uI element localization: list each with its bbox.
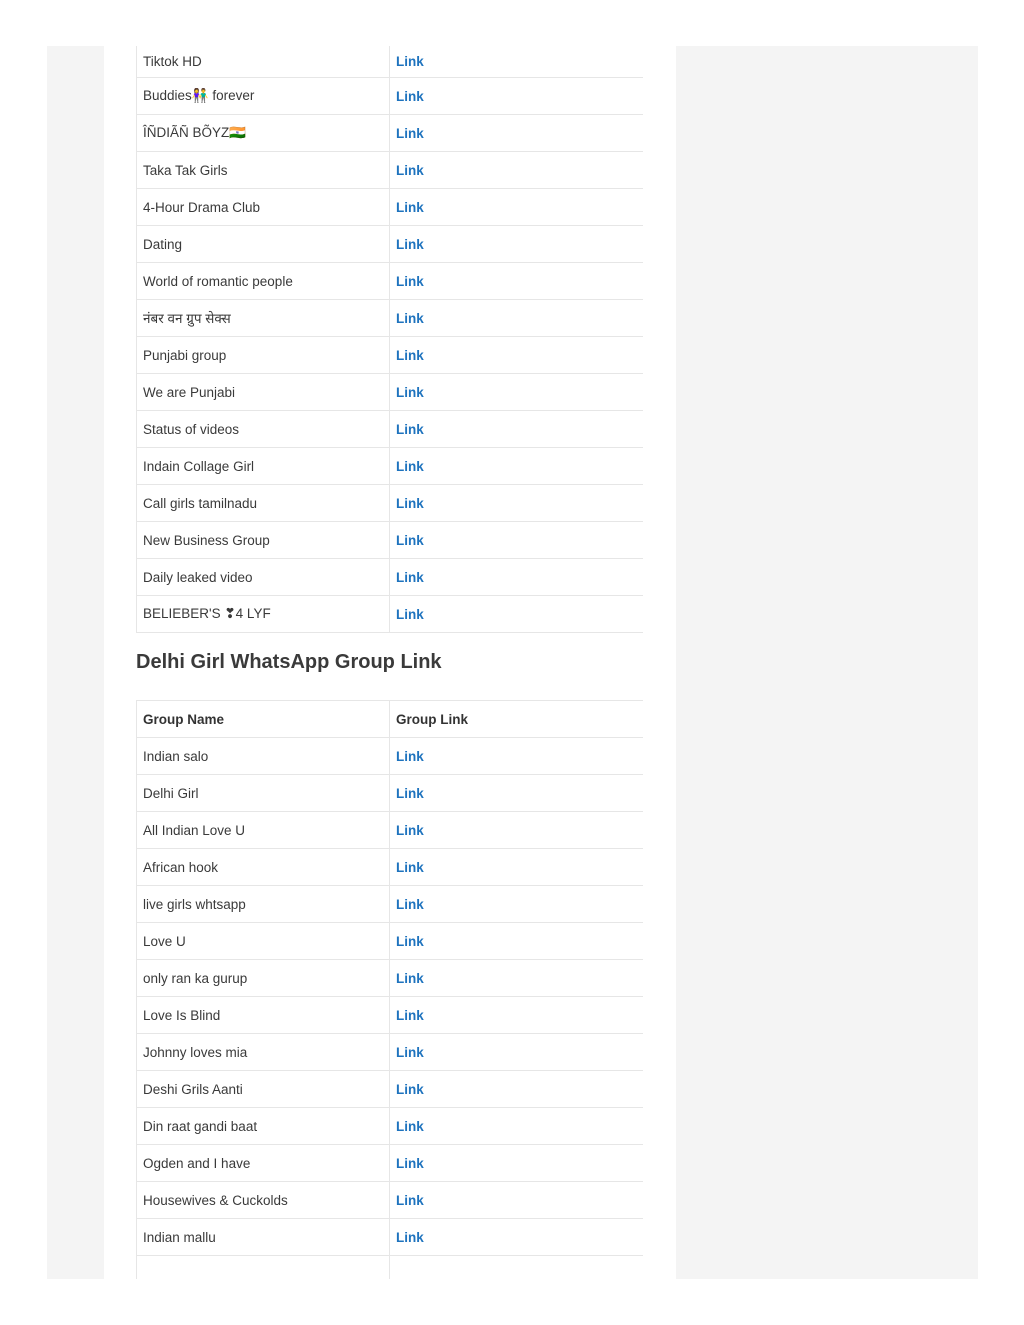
group-link-cell bbox=[390, 115, 644, 152]
group-link[interactable]: Link bbox=[396, 88, 424, 104]
group-link[interactable]: Link bbox=[396, 273, 424, 289]
table-row bbox=[137, 1034, 644, 1071]
group-link[interactable]: Link bbox=[396, 896, 424, 912]
group-link-cell bbox=[390, 1108, 644, 1145]
group-link-cell bbox=[390, 775, 644, 812]
group-link-cell bbox=[390, 886, 644, 923]
column-header-group-name: Group Name bbox=[137, 701, 390, 738]
group-name-cell: All Indian Love U bbox=[137, 812, 390, 849]
table-row bbox=[137, 189, 644, 226]
group-name-cell: Punjabi group bbox=[137, 337, 390, 374]
group-name-cell: BELIEBER'S ❣4 LYF bbox=[137, 596, 390, 633]
group-link-cell bbox=[390, 337, 644, 374]
table-row bbox=[137, 1219, 644, 1256]
table-row bbox=[137, 738, 644, 775]
group-link-cell bbox=[390, 46, 644, 78]
group-link[interactable]: Link bbox=[396, 347, 424, 363]
group-link-cell bbox=[390, 411, 644, 448]
right-sidebar bbox=[676, 46, 978, 1279]
group-link[interactable]: Link bbox=[396, 1155, 424, 1171]
table-row bbox=[137, 411, 644, 448]
group-name-cell bbox=[137, 1256, 390, 1280]
group-link-cell bbox=[390, 997, 644, 1034]
delhi-group-table bbox=[136, 700, 643, 1279]
table-row bbox=[137, 1145, 644, 1182]
group-link-cell bbox=[390, 849, 644, 886]
group-name-cell: Tiktok HD bbox=[137, 46, 390, 78]
group-link[interactable]: Link bbox=[396, 54, 424, 69]
group-link[interactable]: Link bbox=[396, 125, 424, 141]
table-row bbox=[137, 1256, 644, 1280]
section-heading: Delhi Girl WhatsApp Group Link bbox=[136, 651, 442, 673]
group-link[interactable]: Link bbox=[396, 495, 424, 511]
group-link-cell bbox=[390, 485, 644, 522]
table-row bbox=[137, 46, 644, 78]
group-link[interactable]: Link bbox=[396, 822, 424, 838]
group-link-cell bbox=[390, 960, 644, 997]
table-row bbox=[137, 115, 644, 152]
group-link[interactable]: Link bbox=[396, 458, 424, 474]
group-link[interactable]: Link bbox=[396, 1229, 424, 1245]
group-name-cell: 4-Hour Drama Club bbox=[137, 189, 390, 226]
group-link[interactable]: Link bbox=[396, 1118, 424, 1134]
group-link-cell bbox=[390, 226, 644, 263]
table-row bbox=[137, 374, 644, 411]
group-link-cell bbox=[390, 152, 644, 189]
group-name-cell: Din raat gandi baat bbox=[137, 1108, 390, 1145]
group-name-cell: Daily leaked video bbox=[137, 559, 390, 596]
group-link[interactable]: Link bbox=[396, 310, 424, 326]
group-name-cell: नंबर वन ग्रुप सेक्स bbox=[137, 300, 390, 337]
group-name-cell: live girls whtsapp bbox=[137, 886, 390, 923]
group-name-cell: Indain Collage Girl bbox=[137, 448, 390, 485]
group-link-cell bbox=[390, 812, 644, 849]
group-link-cell bbox=[390, 300, 644, 337]
table-row bbox=[137, 522, 644, 559]
group-link[interactable]: Link bbox=[396, 532, 424, 548]
group-link[interactable]: Link bbox=[396, 1044, 424, 1060]
table-row bbox=[137, 300, 644, 337]
group-table-1 bbox=[136, 46, 643, 633]
column-header-group-link: Group Link bbox=[390, 701, 644, 738]
group-link-cell bbox=[390, 374, 644, 411]
table-row bbox=[137, 886, 644, 923]
table-row bbox=[137, 812, 644, 849]
group-name-cell: We are Punjabi bbox=[137, 374, 390, 411]
table-row bbox=[137, 1071, 644, 1108]
group-name-cell: Delhi Girl bbox=[137, 775, 390, 812]
group-name-cell: Taka Tak Girls bbox=[137, 152, 390, 189]
group-link[interactable]: Link bbox=[396, 859, 424, 875]
group-link[interactable]: Link bbox=[396, 970, 424, 986]
group-link-cell bbox=[390, 738, 644, 775]
group-name-cell: Deshi Grils Aanti bbox=[137, 1071, 390, 1108]
table-row bbox=[137, 448, 644, 485]
group-link-cell bbox=[390, 189, 644, 226]
group-link-cell bbox=[390, 78, 644, 115]
group-name-cell: Dating bbox=[137, 226, 390, 263]
table-row bbox=[137, 775, 644, 812]
table-row bbox=[137, 849, 644, 886]
table-row bbox=[137, 1108, 644, 1145]
group-link[interactable]: Link bbox=[396, 236, 424, 252]
table-row bbox=[137, 923, 644, 960]
group-link[interactable]: Link bbox=[396, 1081, 424, 1097]
group-link-cell bbox=[390, 596, 644, 633]
group-link[interactable]: Link bbox=[396, 606, 424, 622]
group-name-cell: Housewives & Cuckolds bbox=[137, 1182, 390, 1219]
group-name-cell: Call girls tamilnadu bbox=[137, 485, 390, 522]
main-content bbox=[136, 46, 643, 1279]
table-row bbox=[137, 152, 644, 189]
group-link-cell bbox=[390, 1219, 644, 1256]
group-name-cell: New Business Group bbox=[137, 522, 390, 559]
table-row bbox=[137, 78, 644, 115]
group-link[interactable]: Link bbox=[396, 1192, 424, 1208]
group-name-cell: Love U bbox=[137, 923, 390, 960]
group-name-cell: ÎÑDIÃÑ BÕYZ🇮🇳 bbox=[137, 115, 390, 152]
table-row bbox=[137, 960, 644, 997]
table-header-row bbox=[137, 701, 644, 738]
group-link-cell bbox=[390, 522, 644, 559]
group-link-cell bbox=[390, 1256, 644, 1280]
group-name-cell: Indian mallu bbox=[137, 1219, 390, 1256]
group-link[interactable]: Link bbox=[396, 933, 424, 949]
group-link[interactable]: Link bbox=[396, 748, 424, 764]
group-link-cell bbox=[390, 1071, 644, 1108]
group-link[interactable]: Link bbox=[396, 1007, 424, 1023]
table-row bbox=[137, 226, 644, 263]
table-row bbox=[137, 263, 644, 300]
group-name-cell: World of romantic people bbox=[137, 263, 390, 300]
group-name-cell: African hook bbox=[137, 849, 390, 886]
table-row bbox=[137, 1182, 644, 1219]
group-name-cell: Indian salo bbox=[137, 738, 390, 775]
group-link[interactable]: Link bbox=[396, 421, 424, 437]
group-name-cell: Love Is Blind bbox=[137, 997, 390, 1034]
group-link[interactable]: Link bbox=[396, 199, 424, 215]
group-name-cell: Johnny loves mia bbox=[137, 1034, 390, 1071]
table-row bbox=[137, 559, 644, 596]
table-row bbox=[137, 596, 644, 633]
group-link-cell bbox=[390, 923, 644, 960]
group-name-cell: Buddies👫 forever bbox=[137, 78, 390, 115]
group-link-cell bbox=[390, 1182, 644, 1219]
left-gutter bbox=[47, 46, 104, 1279]
group-link-cell bbox=[390, 1145, 644, 1182]
group-name-cell: only ran ka gurup bbox=[137, 960, 390, 997]
group-name-cell: Status of videos bbox=[137, 411, 390, 448]
group-link[interactable]: Link bbox=[396, 785, 424, 801]
group-name-cell: Ogden and I have bbox=[137, 1145, 390, 1182]
group-link[interactable]: Link bbox=[396, 384, 424, 400]
table-row bbox=[137, 485, 644, 522]
table-row bbox=[137, 337, 644, 374]
group-link-cell bbox=[390, 448, 644, 485]
group-link[interactable]: Link bbox=[396, 569, 424, 585]
table-row bbox=[137, 997, 644, 1034]
group-link-cell bbox=[390, 559, 644, 596]
group-link[interactable]: Link bbox=[396, 162, 424, 178]
group-link-cell bbox=[390, 1034, 644, 1071]
group-link-cell bbox=[390, 263, 644, 300]
